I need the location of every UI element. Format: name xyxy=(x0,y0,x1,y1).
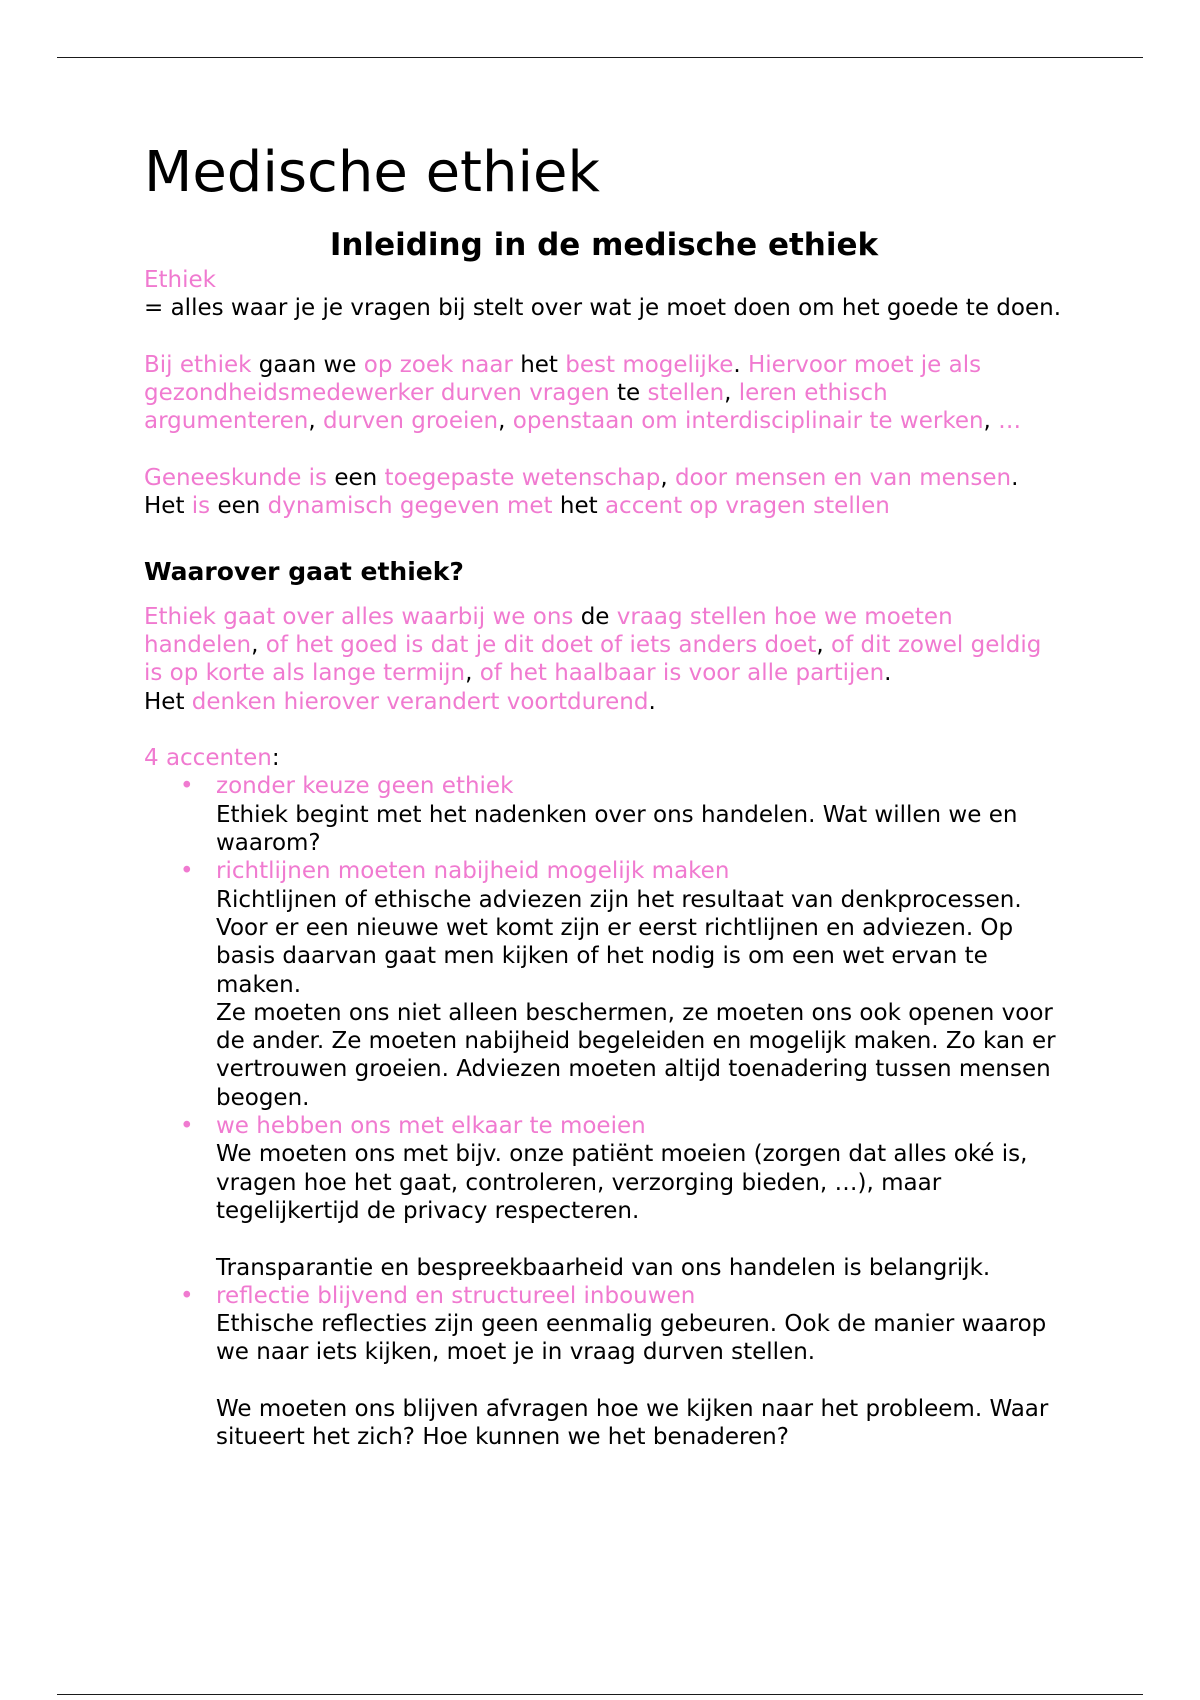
text-run: Het xyxy=(144,688,192,715)
list-item xyxy=(180,857,1064,1112)
text-run: de xyxy=(573,603,617,630)
list-item-body: Ethische reflecties zijn geen eenmalig gebeuren. Ook de manier waarop we naar iets kijken, moet je in vraag durven stellen. xyxy=(216,1311,1047,1366)
text-run: , xyxy=(816,631,832,658)
text-run: of het goed is dat je dit doet of iets anders doet xyxy=(265,631,817,658)
text-run: , xyxy=(983,408,999,435)
text-run: op zoek naar xyxy=(363,351,513,378)
text-run: door mensen en van mensen xyxy=(674,465,1012,492)
bullet-icon: • xyxy=(180,1113,194,1140)
list-item-title: reflectie blijvend en structureel inbouwen xyxy=(216,1282,696,1309)
accents-list xyxy=(144,772,1064,1451)
text-run: , xyxy=(724,380,739,407)
paragraph-search xyxy=(144,351,1064,436)
list-item-body: We moeten ons met bijv. onze patiënt moeien (zorgen dat alles oké is, vragen hoe het gaat, controleren, verzorging bieden, …), maar tegelijkertijd de privacy respecteren. xyxy=(216,1141,1028,1224)
text-run: stellen xyxy=(647,380,725,407)
text-run: het xyxy=(552,493,605,520)
text-run: een xyxy=(327,465,385,492)
definition-text: = alles waar je je vragen bij stelt over wat je moet doen om het goede te doen. xyxy=(144,295,1062,322)
text-run: Hiervoor moet je als gezondheidsmedewerker durven vragen xyxy=(144,351,982,407)
text-run: , xyxy=(308,408,323,435)
list-item-title: zonder keuze geen ethiek xyxy=(216,773,514,800)
document-title: Medische ethiek xyxy=(144,140,600,205)
text-run: vraag stellen hoe we moeten handelen xyxy=(144,603,953,658)
text-run: of dit zowel geldig is op korte als lange termijn xyxy=(144,631,1042,687)
text-run: . xyxy=(884,660,892,687)
text-run: Het xyxy=(144,493,192,520)
paragraph-waarover xyxy=(144,603,1064,688)
list-item xyxy=(180,1112,1064,1282)
text-run: te xyxy=(609,380,648,407)
definition-term xyxy=(144,266,1064,294)
bullet-icon: • xyxy=(180,773,194,800)
text-run: is xyxy=(191,493,211,520)
text-run: dynamisch gegeven met xyxy=(267,493,553,520)
list-item-body: Ze moeten ons niet alleen beschermen, ze moeten ons ook openen voor de ander. Ze moeten nabijheid begeleiden en mogelijk maken. Zo kan er vertrouwen groeien. Adviezen moeten altijd toenadering tussen mensen beogen. xyxy=(216,999,1056,1111)
text-run: leren ethisch argumenteren xyxy=(144,380,888,435)
text-run: Geneeskunde is xyxy=(144,465,328,492)
bullet-icon: • xyxy=(180,1282,194,1309)
text-run: accent op vragen stellen xyxy=(604,493,890,520)
top-rule xyxy=(57,57,1143,58)
text-run: , xyxy=(251,631,266,658)
text-run: . xyxy=(733,351,748,378)
text-run: openstaan om interdisciplinair te werken xyxy=(512,408,984,435)
list-item-body: Transparantie en bespreekbaarheid van ons handelen is belangrijk. xyxy=(216,1254,991,1281)
accents-label-text: 4 accenten xyxy=(144,745,272,772)
text-run: , xyxy=(465,660,480,687)
text-run: , xyxy=(498,408,513,435)
text-run: . xyxy=(1011,465,1019,492)
text-run: of het haalbaar is voor alle partijen xyxy=(479,660,885,687)
document-body xyxy=(144,138,1064,1452)
text-run: denken hierover verandert voortdurend xyxy=(191,688,649,715)
bottom-rule xyxy=(57,1694,1143,1695)
text-run: . xyxy=(648,688,656,715)
text-run: gaan we xyxy=(251,351,364,378)
list-item-body: We moeten ons blijven afvragen hoe we kijken naar het probleem. Waar situeert het zich? Hoe kunnen we het benaderen? xyxy=(216,1395,1049,1451)
list-item-title: richtlijnen moeten nabijheid mogelijk maken xyxy=(216,858,730,885)
list-item xyxy=(180,772,1064,857)
paragraph-geneeskunde xyxy=(144,464,1064,492)
text-run: … xyxy=(998,408,1022,435)
paragraph-dynamisch xyxy=(144,492,1064,520)
text-run: best mogelijke xyxy=(565,351,734,378)
text-run: , xyxy=(660,465,675,492)
text-run: het xyxy=(512,351,566,378)
list-item-title: we hebben ons met elkaar te moeien xyxy=(216,1113,646,1140)
list-item-body: Ethiek begint met het nadenken over ons handelen. Wat willen we en waarom? xyxy=(216,801,1018,857)
definition-term-text: Ethiek xyxy=(144,267,216,293)
section-title: Inleiding in de medische ethiek xyxy=(329,227,879,263)
accents-label-colon: : xyxy=(271,745,280,772)
list-item xyxy=(180,1282,1064,1452)
text-run: Bij ethiek xyxy=(144,351,252,378)
subsection-heading: Waarover gaat ethiek? xyxy=(144,556,464,586)
text-run: een xyxy=(210,493,268,520)
accents-label xyxy=(144,744,1064,772)
text-run: Ethiek gaat over alles waarbij we ons xyxy=(144,603,574,630)
paragraph-denken xyxy=(144,688,1064,716)
list-item-body: Richtlijnen of ethische adviezen zijn het resultaat van denkprocessen. Voor er een nieuwe wet komt zijn er eerst richtlijnen en adviezen. Op basis daarvan gaat men kijken of het nodig is om een wet ervan te maken. xyxy=(216,886,1022,998)
text-run: toegepaste wetenschap xyxy=(384,465,661,492)
bullet-icon: • xyxy=(180,858,194,885)
text-run: durven groeien xyxy=(322,408,499,435)
